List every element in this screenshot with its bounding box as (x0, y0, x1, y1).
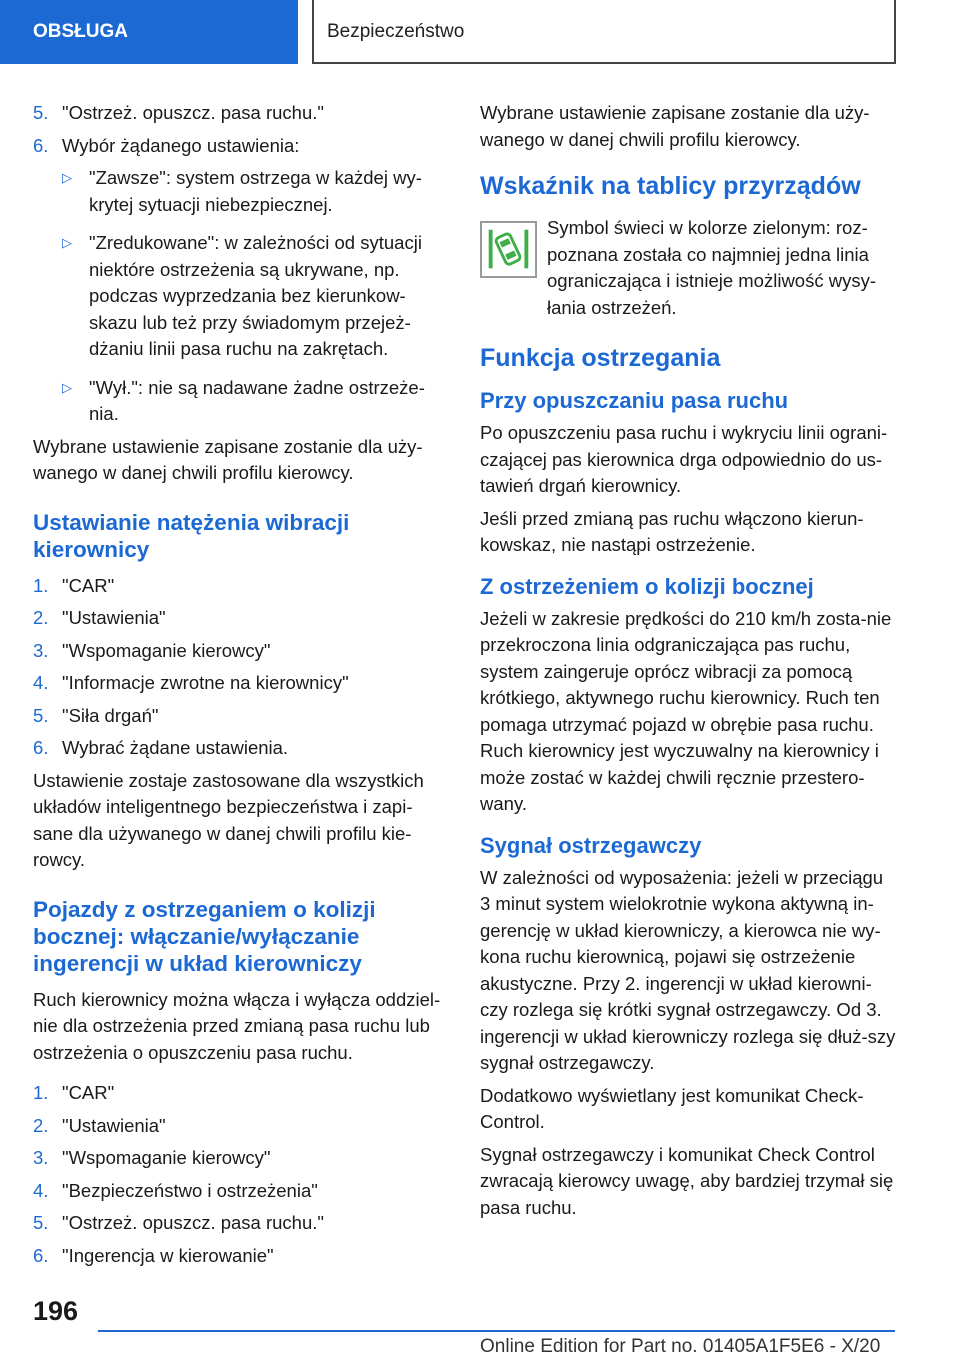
heading-warning-signal: Sygnał ostrzegawczy (480, 832, 702, 858)
paragraph: Po opuszczeniu pasa ruchu i wykryciu linii ograni‐czającej pas kierownica drga odpowiednio do us‐tawień drgań kierownicy. (480, 422, 888, 496)
page-title: Bezpieczeństwo (312, 0, 896, 64)
footer-divider (98, 1330, 895, 1332)
heading-leaving-lane: Przy opuszczaniu pasa ruchu (480, 388, 789, 413)
list-item: 5. "Ostrzeż. opuszcz. pasa ruchu." (33, 102, 324, 123)
list-item: 5. "Siła drgań" (33, 704, 159, 726)
list-item: 4. "Informacje zwrotne na kierownicy" (33, 672, 349, 693)
heading-side-collision-warning: Z ostrzeżeniem o kolizji bocznej (480, 573, 814, 599)
list-item: ▷ "Zredukowane": w zależności od sytuacji niektóre ostrzeżenia są ukrywane, np. podczas wyprzedzania bez kierunkow‐skazu lub też przy świadomym przejeż‐dżaniu linii pasa ruchu na zakrętach. (62, 230, 451, 363)
paragraph: Sygnał ostrzegawczy i komunikat Check Control zwracają kierowcy uwagę, aby bardziej trzymał się pasa ruchu. (480, 1143, 894, 1218)
list-item: 3. "Wspomaganie kierowcy" (33, 639, 271, 661)
heading-warning-function: Funkcja ostrzegania (480, 344, 721, 372)
list-item: 1. "CAR" (33, 1082, 115, 1103)
paragraph: Dodatkowo wyświetlany jest komunikat Check-Control. (480, 1084, 864, 1132)
list-item: 2. "Ustawienia" (33, 607, 166, 628)
list-item: 4. "Bezpieczeństwo i ostrzeżenia" (33, 1179, 318, 1201)
steps-list-2 (33, 573, 451, 762)
list-item: 6. "Ingerencja w kierowanie" (33, 1244, 274, 1266)
heading-vibration: Ustawianie natężenia wibracji kierownicy (33, 509, 350, 562)
paragraph: W zależności od wyposażenia: jeżeli w przeciągu 3 minut system wielokrotnie wykona aktywną in‐gerencję w układ kierowniczy, a kierowca nie wy‐kona ruchu kierownicą, pojawi się ostrzeżenie akustyczne. Przy 2. ingerencji w układ kierowni‐czy rozlega się krótki sygnał ostrzegawczy. Od 3. ingerencji w układ kierowniczy rozlega się dłuż‐szy sygnał ostrzegawczy. (480, 866, 896, 1073)
list-item: 3. "Wspomaganie kierowcy" (33, 1147, 271, 1168)
left-column (33, 100, 451, 1275)
paragraph: Wybrane ustawienie zapisane zostanie dla uży‐wanego w danej chwili profilu kierowcy. (480, 102, 870, 150)
list-item: 2. "Ustawienia" (33, 1114, 166, 1136)
paragraph: Ustawienie zostaje zastosowane dla wszystkich układów inteligentnego bezpieczeństwa i zapi‐sane dla używanego w danej chwili profilu kie‐rowcy. (33, 769, 424, 870)
heading-side-collision: Pojazdy z ostrzeganiem o kolizji bocznej: włączanie/wyłączanie ingerencji w układ kierowniczy (33, 896, 376, 976)
section-tab: OBSŁUGA (0, 0, 298, 64)
list-item: ▷ "Wył.": nie są nadawane żadne ostrzeże‐nia. (62, 375, 451, 428)
right-column (480, 100, 898, 1227)
paragraph: Jeżeli w zakresie prędkości do 210 km/h zosta‐nie przekroczona linia odgraniczająca pas ruchu, system zaingeruje oprócz wibracji za pomocą krótkiego, aktywnego ruchu kierownicy. Ruch ten pomaga utrzymać pojazd w obrębie pasa ruchu. Ruch kierownicy jest wyczuwalny na kierownicy i może zostać w każdej chwili ręcznie przestero‐wany. (480, 607, 892, 814)
steps-list-1 (33, 100, 451, 159)
footer-edition: Online Edition for Part no. 01405A1F5E6 - X/20 (480, 1336, 881, 1357)
triangle-bullet-icon: ▷ (62, 170, 72, 185)
list-item: 1. "CAR" (33, 574, 115, 596)
symbol-description: Symbol świeci w kolorze zielonym: roz‐poznana została co najmniej jedna linia ograniczająca i istnieje możliwość wysy‐łania ostrzeżeń. (547, 217, 876, 318)
lane-assist-icon (480, 221, 537, 278)
triangle-bullet-icon: ▷ (62, 235, 72, 250)
list-item: ▷ "Zawsze": system ostrzega w każdej wy‐krytej sytuacji niebezpiecznej. (62, 165, 451, 218)
triangle-bullet-icon: ▷ (62, 379, 72, 395)
list-item: 6. Wybór żądanego ustawienia: (33, 134, 300, 156)
paragraph: Wybrane ustawienie zapisane zostanie dla uży‐wanego w danej chwili profilu kierowcy. (33, 435, 423, 483)
symbol-row (480, 215, 898, 321)
heading-indicator: Wskaźnik na tablicy przyrządów (480, 172, 861, 200)
paragraph: Ruch kierownicy można włącza i wyłącza oddziel‐nie dla ostrzeżenia przed zmianą pasa ruchu lub ostrzeżenia o opuszczeniu pasa ruchu. (33, 988, 441, 1063)
paragraph: Jeśli przed zmianą pas ruchu włączono kierun‐kowskaz, nie nastąpi ostrzeżenie. (480, 507, 864, 555)
options-list (33, 165, 451, 428)
list-item: 5. "Ostrzeż. opuszcz. pasa ruchu." (33, 1212, 324, 1233)
page-number: 196 (33, 1296, 79, 1326)
steps-list-3 (33, 1080, 451, 1269)
list-item: 6. Wybrać żądane ustawienia. (33, 737, 289, 758)
